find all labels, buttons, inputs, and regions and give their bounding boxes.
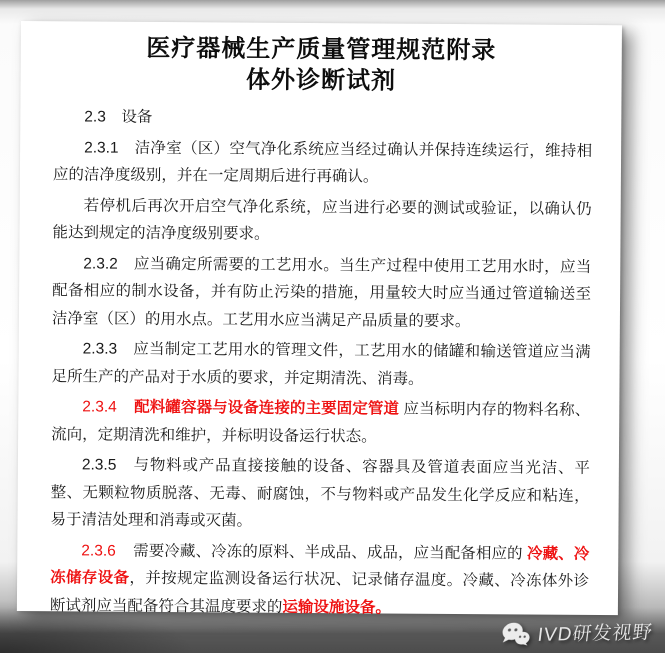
paragraph-2-3-2: 2.3.2 应当确定所需要的工艺用水。当生产过程中使用工艺用水时，应当配备相应的制水设备，并有防止污染的措施，用量较大时应当通过管道输送至洁净室（区）的用水点。工艺用水应当满足产品质量的要求。 <box>51 254 592 330</box>
paragraph-2-3-1-cont: 若停机后再次开启空气净化系统，应当进行必要的测试或验证，以确认仍能达到规定的洁净度级别要求。 <box>52 196 592 243</box>
document-body <box>17 94 622 623</box>
clause-number-2-3-6: 2.3.6 <box>81 541 116 560</box>
paragraph-2-3-4-rest: 应当标明内存的物料名称、流向，定期清洗和维护，并标明设备运行状态。 <box>51 400 591 445</box>
paragraph-2-3-6-text3: 符合其温度要求的 <box>158 597 283 616</box>
document-title-line1: 医疗器械生产质量管理规范附录 <box>146 34 497 65</box>
paragraph-2-3-6-text1: 需要冷藏、冷冻的原料、半成品、成品，应当配备相应的 <box>133 542 523 563</box>
document-title <box>20 21 621 98</box>
paragraph-2-3-6-text2: ，并按规定监测设备运行状况、记录储存温度。冷藏、冷冻体外诊断试剂应当配备 <box>49 569 590 615</box>
document-page <box>17 21 622 615</box>
highlight-cold-storage: 冷藏、冷冻储存 <box>50 545 590 587</box>
paragraph-2-3-1: 2.3.1 洁净室（区）空气净化系统应当经过确认并保持连续运行，维持相应的洁净度级别，并在一定周期后进行再确认。 <box>52 138 593 186</box>
highlight-fixed-pipeline: 配料罐容器与设备连接的主要固定管道 <box>134 398 400 418</box>
document-title-line2: 体外诊断试剂 <box>245 66 397 95</box>
wechat-icon <box>501 621 533 646</box>
clause-number-2-3-4: 2.3.4 <box>82 398 117 416</box>
watermark-label: IVD研发视野 <box>536 622 655 646</box>
watermark <box>500 617 654 647</box>
highlight-transport-equipment: 运输设施设备。 <box>282 598 392 617</box>
paragraph-2-3-4 <box>51 393 590 452</box>
paragraph-2-3-6 <box>50 537 590 623</box>
section-heading: 2.3 设备 <box>84 108 153 126</box>
highlight-cold-storage-equipment: 设备 <box>97 569 130 587</box>
paragraph-2-3-3: 2.3.3 应当制定工艺用水的管理文件，工艺用水的储罐和输送管道应当满足所生产的产品对于水质的要求，并定期清洗、消毒。 <box>51 340 591 388</box>
paragraph-2-3-5: 2.3.5 与物料或产品直接接触的设备、容器具及管道表面应当光洁、平整、无颗粒物质脱落、无毒、耐腐蚀，不与物料或产品发生化学反应和粘连，易于清洁处理和消毒或灭菌。 <box>50 456 590 530</box>
